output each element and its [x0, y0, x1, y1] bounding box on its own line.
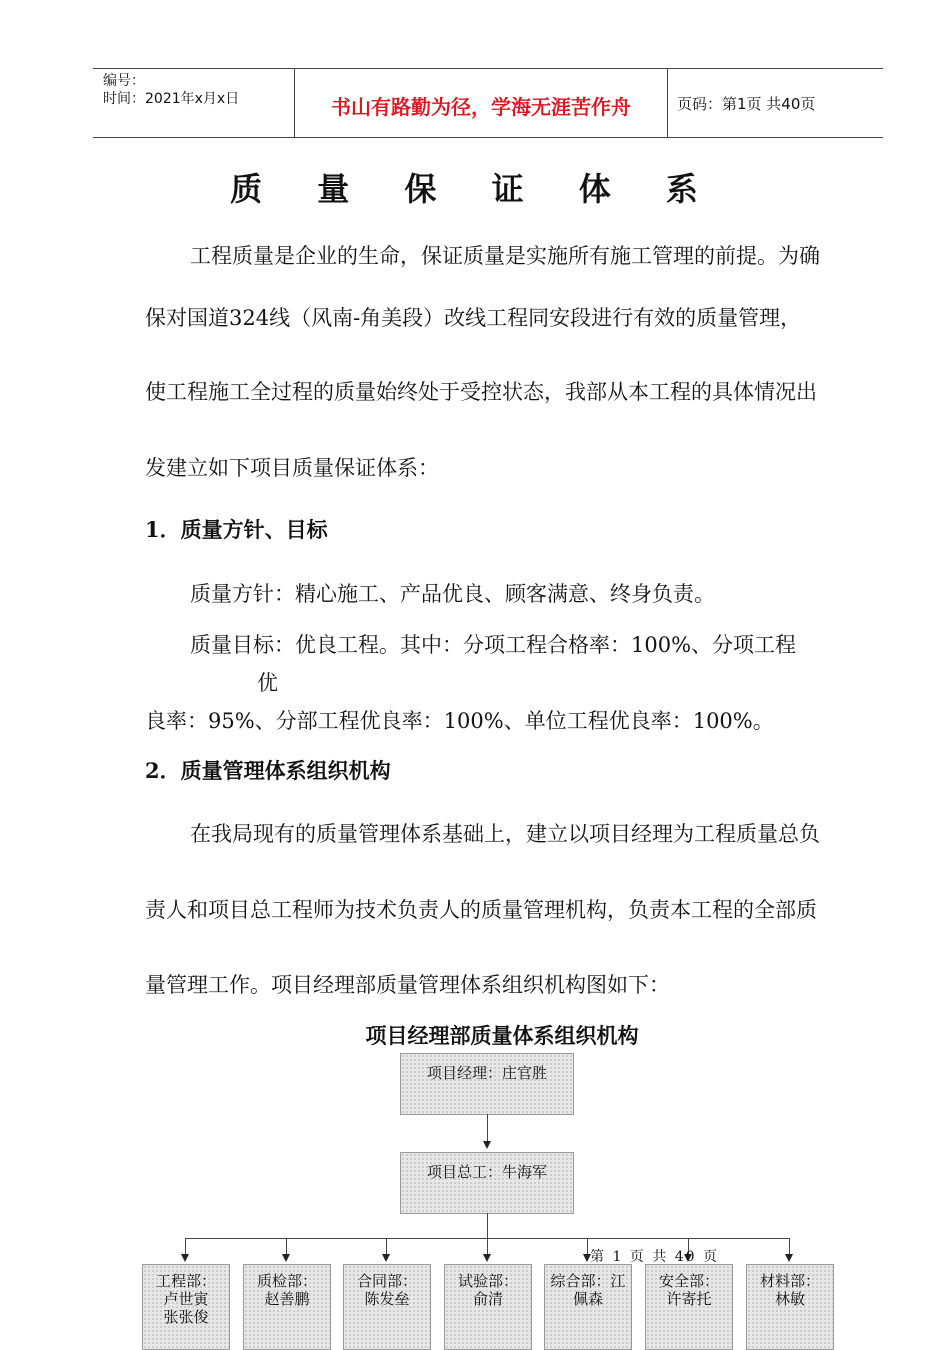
- section2-heading: 2．质量管理体系组织机构: [145, 758, 391, 783]
- dept-title: 安全部：: [658, 1272, 719, 1290]
- intro-line: 保对国道324线（风南-角美段）改线工程同安段进行有效的质量管理，: [145, 306, 802, 330]
- org-chart-title: 项目经理部质量体系组织机构: [365, 1023, 639, 1048]
- dept-general-box: [544, 1264, 632, 1350]
- quality-target-wrap: 优: [257, 671, 278, 695]
- dept-title: 综合部：江: [550, 1272, 626, 1290]
- dept-member: 林敏: [774, 1290, 805, 1308]
- dept-materials-box: [746, 1264, 834, 1350]
- time-label: 时间：2021年x月x日: [103, 91, 240, 107]
- dept-member: 赵善鹏: [264, 1290, 310, 1308]
- quality-target: 质量目标：优良工程。其中：分项工程合格率：100%、分项工程: [190, 633, 797, 657]
- number-label: 编号：: [103, 73, 145, 89]
- intro-line: 发建立如下项目质量保证体系：: [145, 456, 439, 480]
- header-divider: [667, 69, 668, 137]
- arrow-down-icon: [785, 1254, 793, 1262]
- header-meta: [103, 72, 239, 108]
- dept-engineering-box: [142, 1264, 230, 1350]
- section2-line: 责人和项目总工程师为技术负责人的质量管理机构，负责本工程的全部质: [145, 898, 817, 922]
- dept-title: 试验部：: [457, 1272, 518, 1290]
- dept-title: 合同部：: [356, 1272, 417, 1290]
- chief-engineer-box: [400, 1152, 574, 1214]
- dept-contract-box: [343, 1264, 431, 1350]
- chief-engineer-label: 项目总工：牛海军: [426, 1163, 547, 1181]
- header-page-number: 页码：第1页 共40页: [677, 95, 816, 113]
- intro-line: 使工程施工全过程的质量始终处于受控状态，我部从本工程的具体情况出: [145, 380, 817, 404]
- section2-line: 量管理工作。项目经理部质量管理体系组织机构图如下：: [145, 973, 670, 997]
- manager-label: 项目经理：庄官胜: [426, 1064, 547, 1082]
- quality-policy: 质量方针：精心施工、产品优良、顾客满意、终身负责。: [190, 582, 715, 606]
- arrow-down-icon: [382, 1254, 390, 1262]
- dept-member: 俞清: [472, 1290, 503, 1308]
- dept-title: 工程部：: [155, 1272, 216, 1290]
- header-motto: 书山有路勤为径，学海无涯苦作舟: [331, 95, 631, 119]
- connector-line: [185, 1238, 186, 1255]
- arrow-down-icon: [282, 1254, 290, 1262]
- connector-line: [487, 1213, 488, 1238]
- arrow-down-icon: [181, 1254, 189, 1262]
- dept-title: 材料部：: [759, 1272, 820, 1290]
- connector-line: [789, 1238, 790, 1255]
- intro-line: 工程质量是企业的生命，保证质量是实施所有施工管理的前提。为确: [190, 244, 820, 268]
- arrow-down-icon: [483, 1254, 491, 1262]
- arrow-down-icon: [483, 1141, 491, 1149]
- connector-line: [487, 1238, 488, 1255]
- section1-heading: 1．质量方针、目标: [145, 517, 328, 542]
- dept-member: 许寄托: [666, 1290, 712, 1308]
- dept-member: 卢世寅: [163, 1290, 209, 1308]
- dept-title: 质检部：: [256, 1272, 317, 1290]
- dept-safety-box: [645, 1264, 733, 1350]
- dept-testing-box: [444, 1264, 532, 1350]
- dept-member: 佩森: [572, 1290, 603, 1308]
- quality-target-cont: 良率：95%、分部工程优良率：100%、单位工程优良率：100%。: [145, 709, 774, 733]
- document-title: 质 量 保 证 体 系: [230, 170, 720, 208]
- connector-line: [386, 1238, 387, 1255]
- dept-member: 陈发垒: [364, 1290, 410, 1308]
- dept-quality-box: [243, 1264, 331, 1350]
- dept-member: 张张俊: [163, 1308, 209, 1326]
- connector-line: [587, 1238, 588, 1255]
- footer-page-number: 第 1 页 共 40 页: [590, 1249, 719, 1265]
- manager-box: [400, 1053, 574, 1115]
- section2-line: 在我局现有的质量管理体系基础上，建立以项目经理为工程质量总负: [190, 822, 820, 846]
- connector-line: [487, 1114, 488, 1142]
- page-header: [93, 68, 883, 138]
- connector-line: [286, 1238, 287, 1255]
